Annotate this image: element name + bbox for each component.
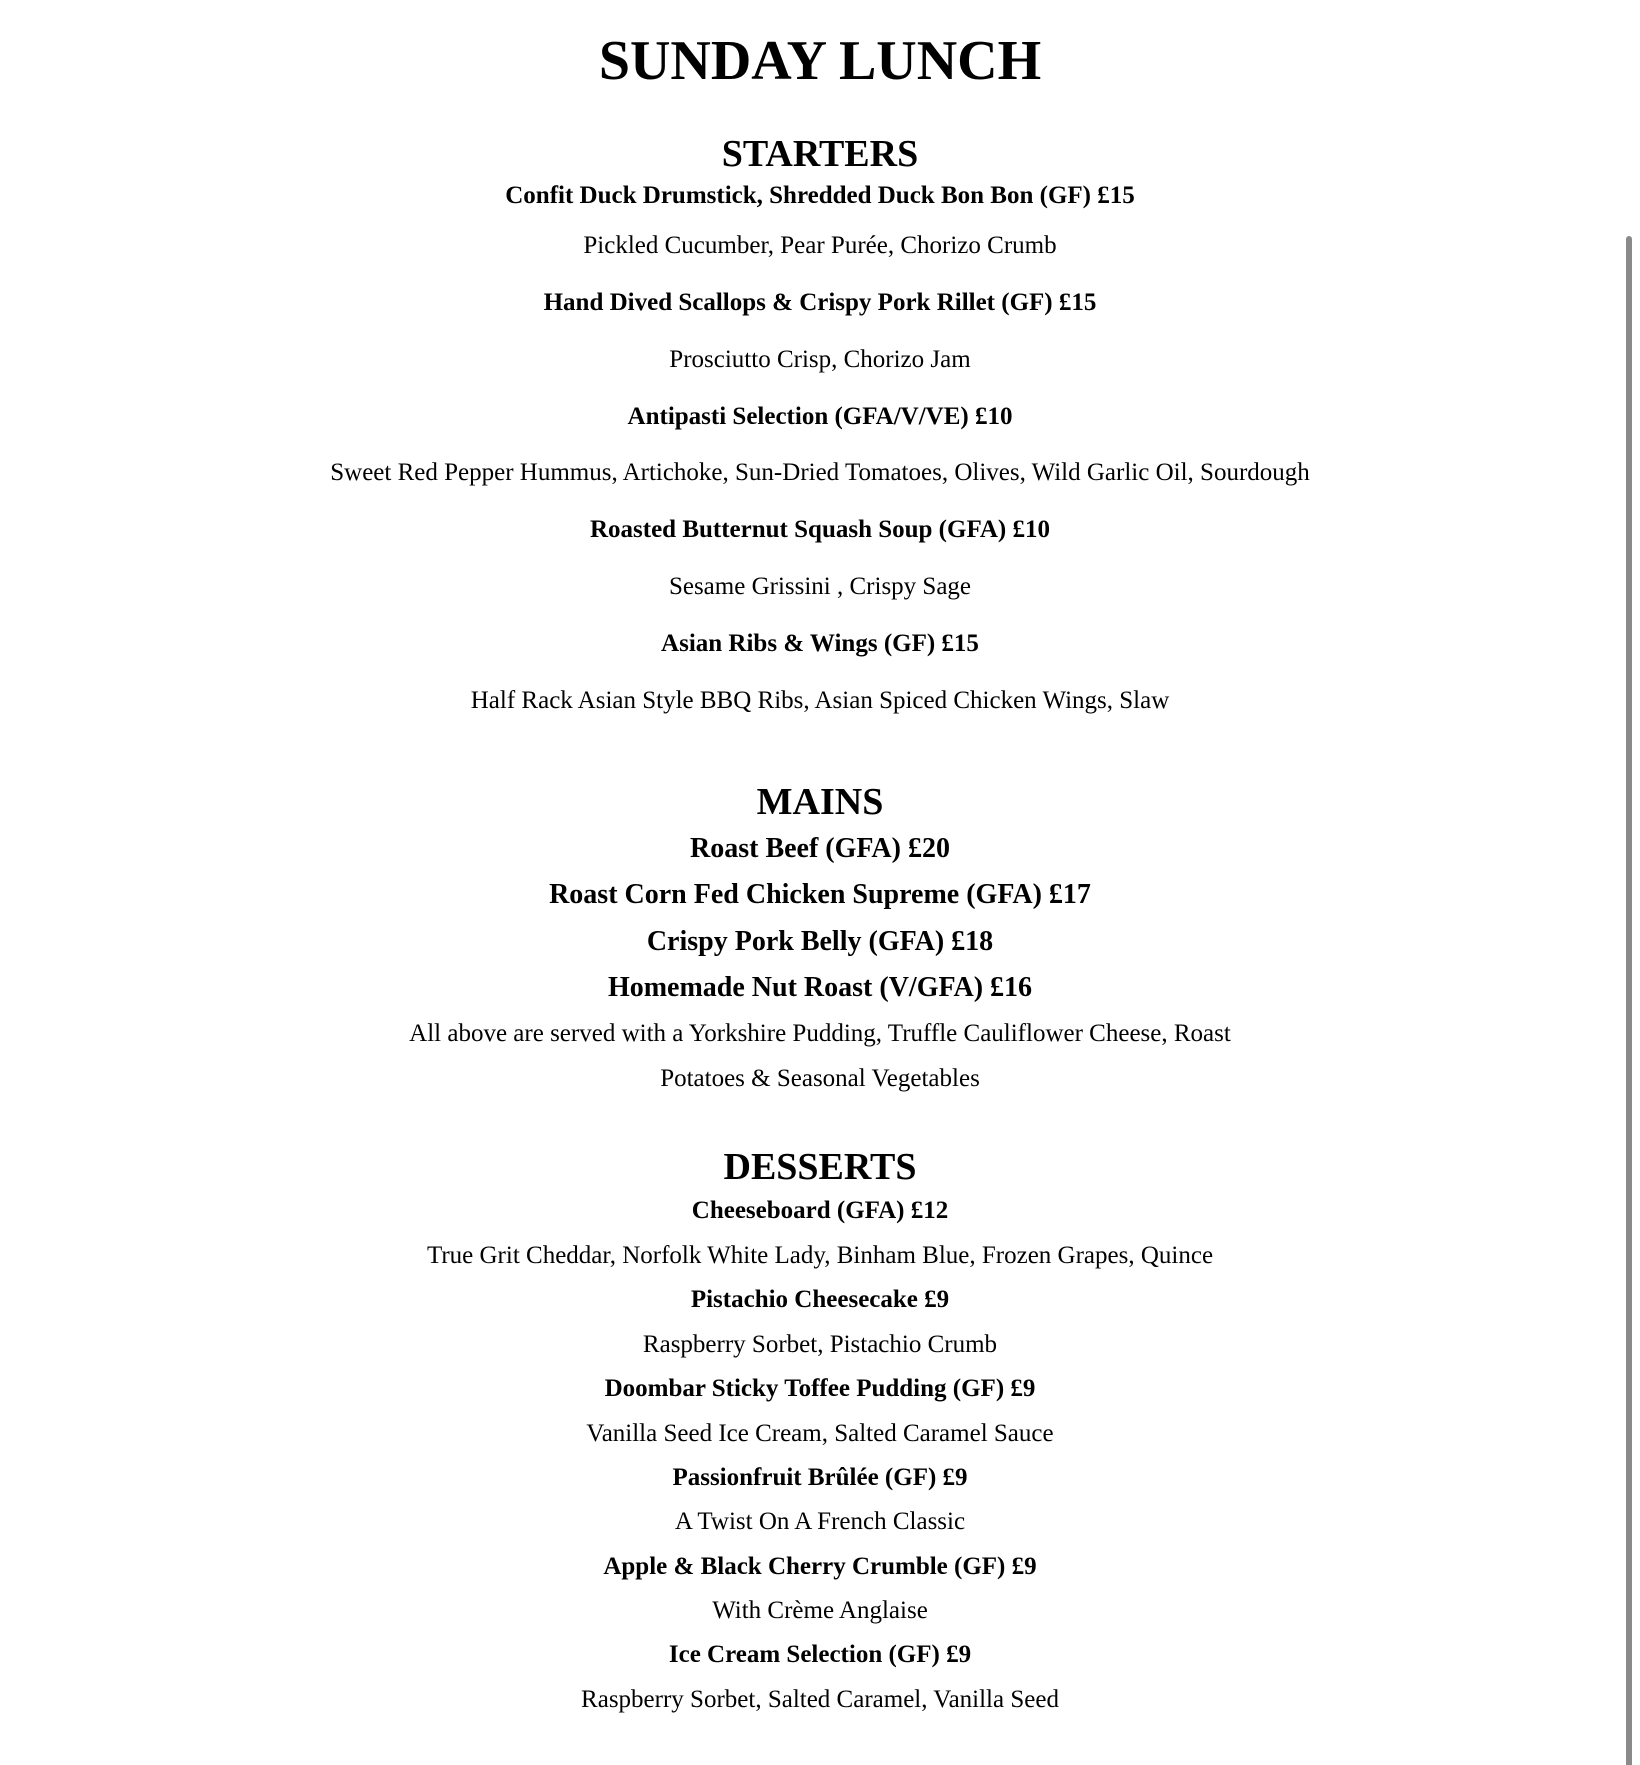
dessert-item-desc: Vanilla Seed Ice Cream, Salted Caramel Sauce <box>586 1420 1054 1447</box>
main-item: Roast Corn Fed Chicken Supreme (GFA) £17 <box>549 879 1091 910</box>
starter-item-desc: Half Rack Asian Style BBQ Ribs, Asian Spiced Chicken Wings, Slaw <box>470 687 1170 714</box>
dessert-item-desc: Raspberry Sorbet, Pistachio Crumb <box>642 1331 998 1358</box>
dessert-item-desc: True Grit Cheddar, Norfolk White Lady, Binham Blue, Frozen Grapes, Quince <box>426 1242 1214 1269</box>
starter-item-desc: Sweet Red Pepper Hummus, Artichoke, Sun-Dried Tomatoes, Olives, Wild Garlic Oil, Sourdough <box>330 459 1310 486</box>
starter-item-desc: Prosciutto Crisp, Chorizo Jam <box>669 346 971 373</box>
starter-item-name: Asian Ribs & Wings (GF) £15 <box>661 630 979 657</box>
menu-title: SUNDAY LUNCH <box>598 30 1042 92</box>
starter-item-name: Antipasti Selection (GFA/V/VE) £10 <box>627 403 1013 430</box>
dessert-item-name: Apple & Black Cherry Crumble (GF) £9 <box>603 1553 1037 1580</box>
mains-note-line: Potatoes & Seasonal Vegetables <box>660 1065 980 1092</box>
dessert-item-name: Doombar Sticky Toffee Pudding (GF) £9 <box>604 1375 1036 1402</box>
mains-note-line: All above are served with a Yorkshire Pudding, Truffle Cauliflower Cheese, Roast <box>409 1020 1231 1047</box>
dessert-item-name: Ice Cream Selection (GF) £9 <box>668 1641 972 1668</box>
dessert-item-name: Cheeseboard (GFA) £12 <box>691 1197 949 1224</box>
starter-item-name: Hand Dived Scallops & Crispy Pork Rillet (GF) £15 <box>543 289 1097 316</box>
dessert-item-desc: Raspberry Sorbet, Salted Caramel, Vanilla Seed <box>581 1686 1059 1713</box>
main-item: Crispy Pork Belly (GFA) £18 <box>646 926 994 957</box>
desserts-heading: DESSERTS <box>723 1146 917 1188</box>
dessert-item-desc: With Crème Anglaise <box>712 1597 928 1624</box>
main-item: Homemade Nut Roast (V/GFA) £16 <box>607 972 1033 1003</box>
starter-item-name: Roasted Butternut Squash Soup (GFA) £10 <box>589 516 1051 543</box>
starter-item-desc: Pickled Cucumber, Pear Purée, Chorizo Crumb <box>583 232 1057 259</box>
starter-item-desc: Sesame Grissini , Crispy Sage <box>668 573 972 600</box>
dessert-item-name: Pistachio Cheesecake £9 <box>690 1286 950 1313</box>
starters-heading: STARTERS <box>721 133 919 175</box>
vertical-scrollbar[interactable] <box>1626 236 1632 1765</box>
main-item: Roast Beef (GFA) £20 <box>690 833 950 864</box>
dessert-item-name: Passionfruit Brûlée (GF) £9 <box>672 1464 968 1491</box>
mains-heading: MAINS <box>756 781 884 823</box>
starter-item-name: Confit Duck Drumstick, Shredded Duck Bon Bon (GF) £15 <box>505 182 1135 209</box>
dessert-item-desc: A Twist On A French Classic <box>674 1508 966 1535</box>
